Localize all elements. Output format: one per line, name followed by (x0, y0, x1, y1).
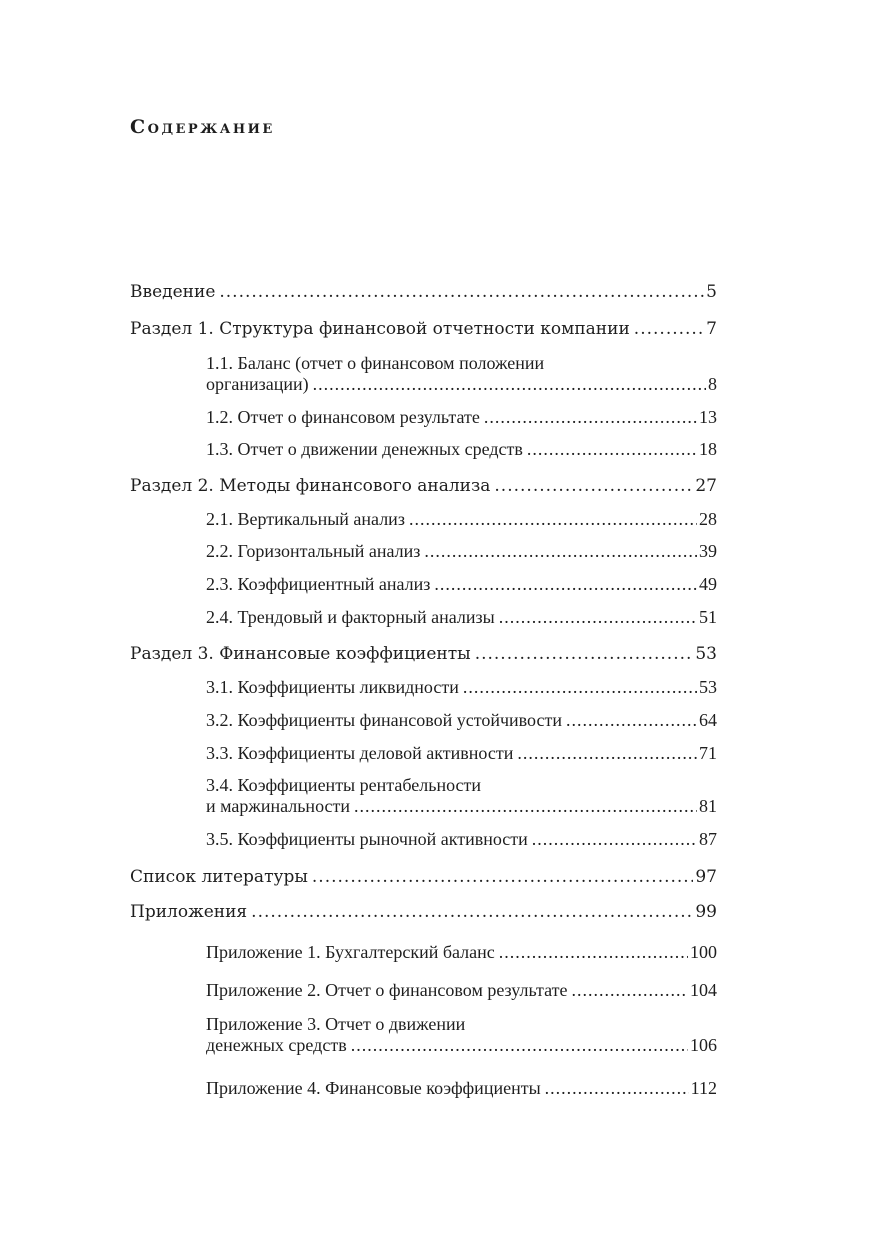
toc-entry-appendix-4[interactable] (206, 1078, 717, 1099)
dot-leader (517, 743, 697, 764)
toc-entry-label: 1.3. Отчет о движении денежных средств (206, 439, 523, 459)
toc-page-number: 112 (690, 1078, 717, 1098)
toc-entry-label: 2.2. Горизонтальный анализ (206, 541, 421, 561)
toc-page-number: 64 (699, 710, 717, 730)
dot-leader (424, 541, 697, 562)
toc-page-number: 53 (695, 644, 717, 664)
toc-entry-appendix-3[interactable] (206, 1014, 717, 1056)
toc-entry-label: Раздел 3. Финансовые коэффициенты (130, 644, 471, 664)
toc-page-number: 18 (699, 439, 717, 459)
toc-page-number: 87 (699, 829, 717, 849)
dot-leader (484, 407, 697, 428)
dot-leader (409, 509, 697, 530)
toc-page-number: 99 (695, 902, 717, 922)
toc-entry-appendix-2[interactable] (206, 980, 717, 1001)
toc-entry-label-line1: 1.1. Баланс (отчет о финансовом положении (206, 353, 545, 373)
toc-entry-3-2[interactable] (206, 710, 717, 731)
dot-leader (434, 574, 697, 595)
toc-entry-section-2[interactable] (130, 476, 717, 496)
toc-entry-appendix-1[interactable] (206, 942, 717, 963)
toc-page-number: 97 (695, 867, 717, 887)
toc-entry-label-line2: денежных средств (206, 1035, 347, 1055)
toc-entry-label: Раздел 2. Методы финансового анализа (130, 476, 491, 496)
toc-entry-3-3[interactable] (206, 743, 717, 764)
toc-entry-introduction[interactable] (130, 282, 717, 302)
toc-entry-appendices[interactable] (130, 902, 717, 922)
toc-entry-label: 1.2. Отчет о финансовом результате (206, 407, 480, 427)
toc-page-number: 53 (699, 677, 717, 697)
dot-leader (499, 942, 688, 963)
toc-entry-label-line2: и маржинальности (206, 796, 350, 816)
toc-page-number: 27 (695, 476, 717, 496)
dot-leader (532, 829, 697, 850)
toc-page-number: 81 (699, 796, 717, 816)
toc-entry-label: 3.3. Коэффициенты деловой активности (206, 743, 514, 763)
toc-entry-label: Приложения (130, 902, 248, 922)
toc-entry-1-2[interactable] (206, 407, 717, 428)
toc-entry-2-1[interactable] (206, 509, 717, 530)
dot-leader (354, 796, 697, 817)
toc-entry-3-5[interactable] (206, 829, 717, 850)
dot-leader (634, 319, 704, 339)
toc-entry-section-1[interactable] (130, 319, 717, 339)
dot-leader (571, 980, 688, 1001)
toc-entry-2-3[interactable] (206, 574, 717, 595)
dot-leader (494, 476, 693, 496)
toc-entry-label: Приложение 2. Отчет о финансовом результате (206, 980, 568, 1000)
toc-entry-label: Список литературы (130, 867, 308, 887)
toc-entry-label: Введение (130, 282, 216, 302)
toc-entry-label: Приложение 1. Бухгалтерский баланс (206, 942, 495, 962)
toc-entry-label-line1: Приложение 3. Отчет о движении (206, 1014, 466, 1034)
dot-leader (545, 1078, 689, 1099)
dot-leader (463, 677, 697, 698)
toc-page-number: 104 (690, 980, 717, 1000)
toc-entry-label: 2.3. Коэффициентный анализ (206, 574, 431, 594)
toc-page-number: 13 (699, 407, 717, 427)
toc-entry-1-1[interactable] (206, 353, 717, 395)
toc-entry-3-4[interactable] (206, 775, 717, 817)
dot-leader (312, 867, 693, 887)
toc-page-number: 49 (699, 574, 717, 594)
toc-page-number: 39 (699, 541, 717, 561)
toc-entry-2-4[interactable] (206, 607, 717, 628)
dot-leader (219, 282, 704, 302)
toc-entry-label: 2.4. Трендовый и факторный анализы (206, 607, 495, 627)
toc-page-number: 8 (708, 374, 717, 394)
toc-page-number: 5 (706, 282, 717, 302)
toc-entry-label-line1: 3.4. Коэффициенты рентабельности (206, 775, 482, 795)
dot-leader (527, 439, 697, 460)
toc-entry-label: Приложение 4. Финансовые коэффициенты (206, 1078, 541, 1098)
dot-leader (313, 374, 706, 395)
toc-entry-3-1[interactable] (206, 677, 717, 698)
dot-leader (351, 1035, 688, 1056)
toc-entry-label: Раздел 1. Структура финансовой отчетности компании (130, 319, 630, 339)
dot-leader (475, 644, 694, 664)
toc-page-number: 28 (699, 509, 717, 529)
dot-leader (499, 607, 697, 628)
toc-entry-label: 2.1. Вертикальный анализ (206, 509, 405, 529)
toc-entry-section-3[interactable] (130, 644, 717, 664)
toc-entry-bibliography[interactable] (130, 867, 717, 887)
toc-page-number: 51 (699, 607, 717, 627)
toc-entry-label: 3.1. Коэффициенты ликвидности (206, 677, 459, 697)
toc-entry-2-2[interactable] (206, 541, 717, 562)
toc-entry-label-line2: организации) (206, 374, 309, 394)
toc-entry-1-3[interactable] (206, 439, 717, 460)
page-title: Содержание (130, 116, 275, 138)
toc-page-number: 100 (690, 942, 717, 962)
dot-leader (566, 710, 697, 731)
toc-page-number: 7 (706, 319, 717, 339)
dot-leader (251, 902, 693, 922)
toc-page-number: 71 (699, 743, 717, 763)
toc-entry-label: 3.5. Коэффициенты рыночной активности (206, 829, 528, 849)
toc-page-number: 106 (690, 1035, 717, 1055)
toc-entry-label: 3.2. Коэффициенты финансовой устойчивости (206, 710, 562, 730)
